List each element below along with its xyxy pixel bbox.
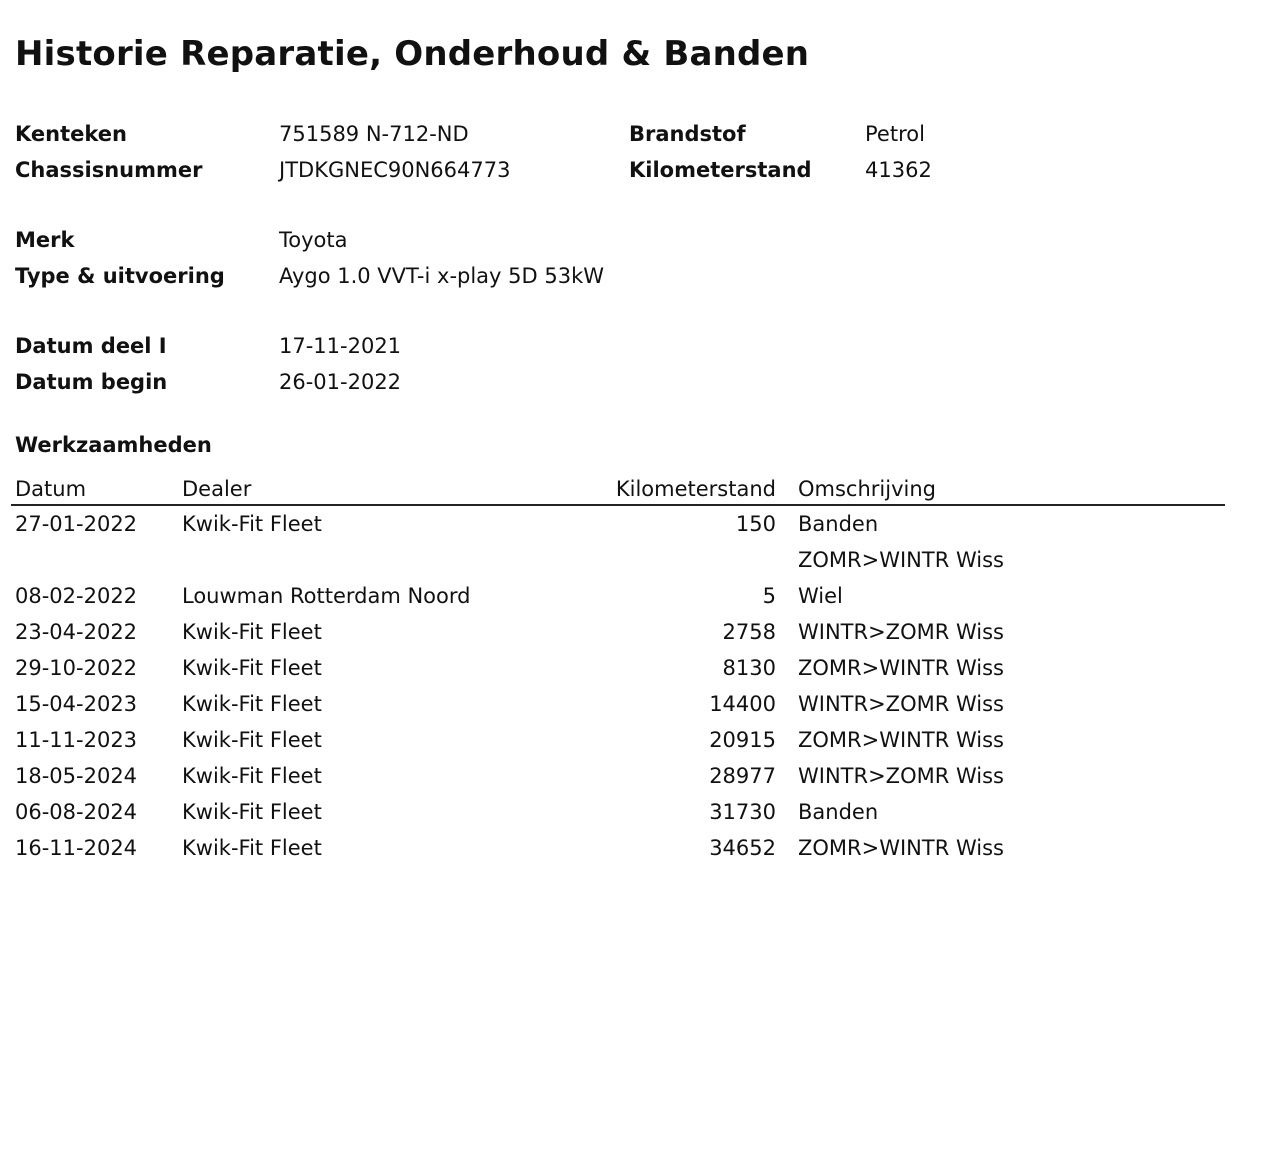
cell-datum: 16-11-2024 — [15, 836, 138, 860]
cell-omschrijving — [794, 758, 1225, 794]
werkzaamheden-title: Werkzaamheden — [15, 433, 212, 457]
datum-begin-value: 26-01-2022 — [279, 370, 402, 394]
table-row — [11, 722, 1225, 758]
cell-dealer: Kwik-Fit Fleet — [182, 692, 322, 716]
cell-kilometerstand: 150 — [735, 512, 776, 536]
cell-dealer: Kwik-Fit Fleet — [182, 620, 322, 644]
kenteken-value: 751589 N-712-ND — [279, 122, 469, 146]
table-row — [11, 505, 1225, 578]
cell-kilometerstand: 5 — [762, 584, 776, 608]
table-row — [11, 578, 1225, 614]
cell-datum: 06-08-2024 — [15, 800, 138, 824]
cell-dealer: Kwik-Fit Fleet — [182, 764, 322, 788]
chassis-label: Chassisnummer — [15, 158, 203, 182]
omschrijving-line: ZOMR>WINTR Wiss — [798, 836, 1005, 860]
table-row — [11, 794, 1225, 830]
kenteken-label: Kenteken — [15, 122, 127, 146]
omschrijving-line: WINTR>ZOMR Wiss — [798, 692, 1005, 716]
cell-dealer: Louwman Rotterdam Noord — [182, 584, 471, 608]
cell-kilometerstand: 34652 — [709, 836, 776, 860]
table-row — [11, 686, 1225, 722]
omschrijving-line: ZOMR>WINTR Wiss — [798, 728, 1005, 752]
table-row — [11, 830, 1225, 866]
omschrijving-line: ZOMR>WINTR Wiss — [798, 656, 1005, 680]
brandstof-label: Brandstof — [629, 122, 746, 146]
omschrijving-line: Banden — [798, 800, 879, 824]
kilometerstand-value: 41362 — [865, 158, 932, 182]
cell-kilometerstand: 31730 — [709, 800, 776, 824]
cell-kilometerstand: 28977 — [709, 764, 776, 788]
type-value: Aygo 1.0 VVT-i x-play 5D 53kW — [279, 264, 605, 288]
chassis-value: JTDKGNEC90N664773 — [279, 158, 511, 182]
cell-datum: 27-01-2022 — [15, 512, 138, 536]
cell-kilometerstand: 20915 — [709, 728, 776, 752]
cell-omschrijving — [794, 686, 1225, 722]
cell-dealer: Kwik-Fit Fleet — [182, 800, 322, 824]
cell-omschrijving — [794, 614, 1225, 650]
cell-datum: 29-10-2022 — [15, 656, 138, 680]
table-row — [11, 650, 1225, 686]
omschrijving-line: ZOMR>WINTR Wiss — [798, 548, 1005, 572]
table-row — [11, 614, 1225, 650]
cell-kilometerstand: 2758 — [722, 620, 776, 644]
werkzaamheden-table — [11, 474, 1225, 866]
cell-omschrijving — [794, 794, 1225, 830]
page-title: Historie Reparatie, Onderhoud & Banden — [15, 34, 810, 74]
datum-deel-value: 17-11-2021 — [279, 334, 402, 358]
table-body — [11, 505, 1225, 866]
kilometerstand-label: Kilometerstand — [629, 158, 812, 182]
omschrijving-line: WINTR>ZOMR Wiss — [798, 764, 1005, 788]
col-header-kilometerstand: Kilometerstand — [568, 474, 794, 505]
cell-datum: 11-11-2023 — [15, 728, 138, 752]
cell-datum: 18-05-2024 — [15, 764, 138, 788]
cell-datum: 08-02-2022 — [15, 584, 138, 608]
cell-datum: 15-04-2023 — [15, 692, 138, 716]
col-header-dealer: Dealer — [178, 474, 568, 505]
datum-deel-label: Datum deel I — [15, 334, 167, 358]
cell-kilometerstand: 14400 — [709, 692, 776, 716]
merk-label: Merk — [15, 228, 75, 252]
cell-omschrijving — [794, 505, 1225, 578]
cell-omschrijving — [794, 830, 1225, 866]
cell-datum: 23-04-2022 — [15, 620, 138, 644]
omschrijving-line: WINTR>ZOMR Wiss — [798, 620, 1005, 644]
brandstof-value: Petrol — [865, 122, 925, 146]
cell-omschrijving — [794, 578, 1225, 614]
col-header-datum: Datum — [11, 474, 178, 505]
omschrijving-line: Banden — [798, 512, 879, 536]
col-header-omschrijving: Omschrijving — [794, 474, 1225, 505]
cell-kilometerstand: 8130 — [722, 656, 776, 680]
table-header-row — [11, 474, 1225, 505]
cell-dealer: Kwik-Fit Fleet — [182, 836, 322, 860]
cell-dealer: Kwik-Fit Fleet — [182, 656, 322, 680]
merk-value: Toyota — [279, 228, 348, 252]
cell-dealer: Kwik-Fit Fleet — [182, 728, 322, 752]
datum-begin-label: Datum begin — [15, 370, 168, 394]
type-label: Type & uitvoering — [15, 264, 225, 288]
cell-omschrijving — [794, 650, 1225, 686]
cell-omschrijving — [794, 722, 1225, 758]
cell-dealer: Kwik-Fit Fleet — [182, 512, 322, 536]
omschrijving-line: Wiel — [798, 584, 843, 608]
table-row — [11, 758, 1225, 794]
